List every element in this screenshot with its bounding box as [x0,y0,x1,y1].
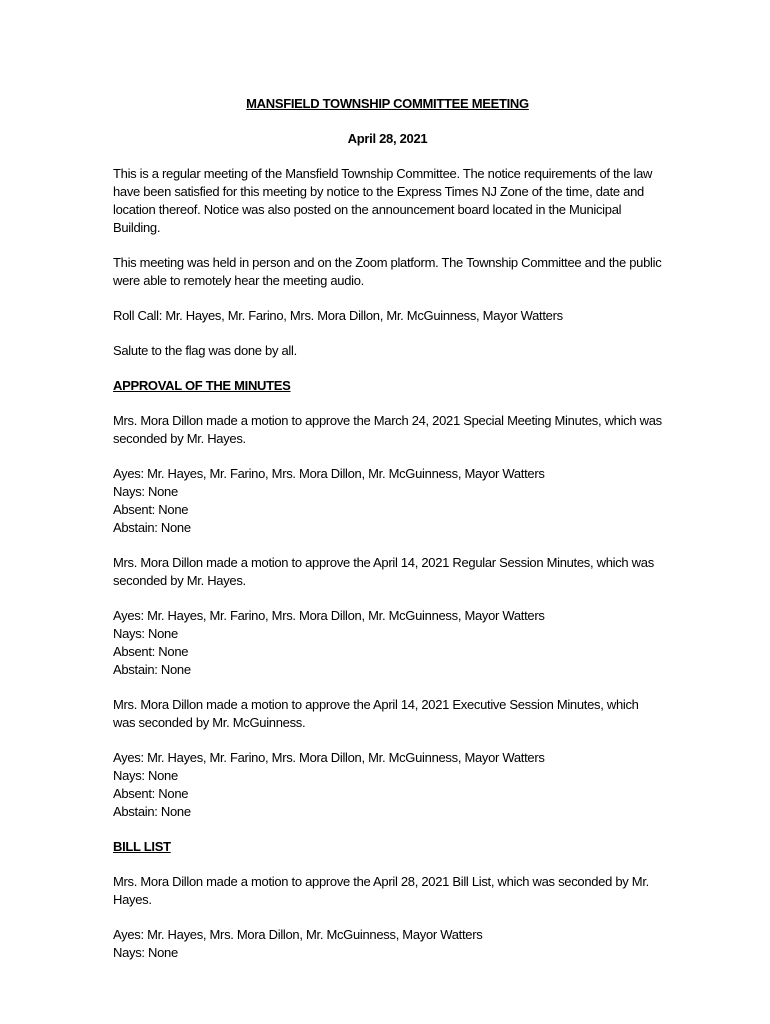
vote-nays: Nays: None [113,768,178,783]
document-title: MANSFIELD TOWNSHIP COMMITTEE MEETING [246,96,529,111]
vote-nays: Nays: None [113,484,178,499]
vote-ayes: Ayes: Mr. Hayes, Mr. Farino, Mrs. Mora Dillon, Mr. McGuinness, Mayor Watters [113,750,545,765]
zoom-paragraph: This meeting was held in person and on the Zoom platform. The Township Committee and the public were able to remotely hear the meeting audio. [113,255,662,288]
vote-block [113,749,662,821]
notice-paragraph: This is a regular meeting of the Mansfield Township Committee. The notice requirements of the law have been satisfied for this meeting by notice to the Express Times NJ Zone of the time, date and location thereof. Notice was also posted on the announcement board located in the Municipal Building. [113,166,653,235]
vote-abstain: Abstain: None [113,520,191,535]
vote-abstain: Abstain: None [113,662,191,677]
vote-absent: Absent: None [113,786,189,801]
roll-call: Roll Call: Mr. Hayes, Mr. Farino, Mrs. Mora Dillon, Mr. McGuinness, Mayor Watters [113,308,563,323]
vote-block [113,465,662,537]
vote-ayes: Ayes: Mr. Hayes, Mrs. Mora Dillon, Mr. McGuinness, Mayor Watters [113,927,483,942]
meeting-date: April 28, 2021 [347,131,428,146]
vote-nays: Nays: None [113,626,178,641]
section-heading-approval-minutes: APPROVAL OF THE MINUTES [113,378,291,393]
vote-block [113,926,662,962]
vote-absent: Absent: None [113,644,189,659]
vote-absent: Absent: None [113,502,189,517]
vote-nays: Nays: None [113,945,178,960]
motion-text: Mrs. Mora Dillon made a motion to approve the April 14, 2021 Regular Session Minutes, which was seconded by Mr. Hayes. [113,555,654,588]
section-heading-bill-list: BILL LIST [113,839,171,854]
vote-ayes: Ayes: Mr. Hayes, Mr. Farino, Mrs. Mora Dillon, Mr. McGuinness, Mayor Watters [113,608,545,623]
motion-text: Mrs. Mora Dillon made a motion to approve the March 24, 2021 Special Meeting Minutes, which was seconded by Mr. Hayes. [113,413,662,446]
flag-salute: Salute to the flag was done by all. [113,343,297,358]
vote-abstain: Abstain: None [113,804,191,819]
vote-block [113,607,662,679]
vote-ayes: Ayes: Mr. Hayes, Mr. Farino, Mrs. Mora Dillon, Mr. McGuinness, Mayor Watters [113,466,545,481]
motion-text: Mrs. Mora Dillon made a motion to approve the April 28, 2021 Bill List, which was seconded by Mr. Hayes. [113,874,649,907]
motion-text: Mrs. Mora Dillon made a motion to approve the April 14, 2021 Executive Session Minutes, which was seconded by Mr. McGuinness. [113,697,639,730]
